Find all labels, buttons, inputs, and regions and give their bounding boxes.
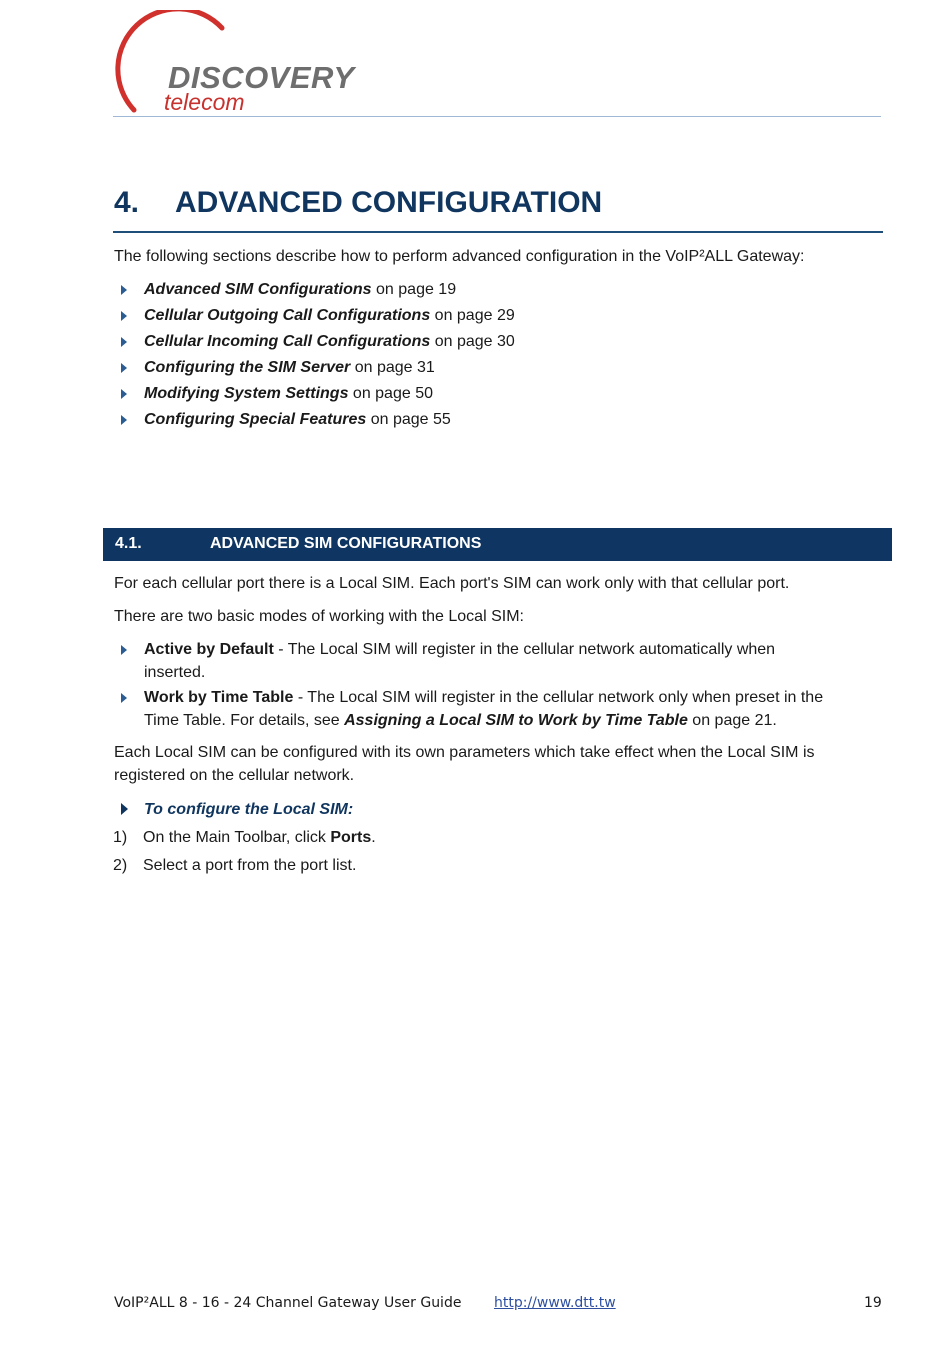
section-number: 4.1.: [115, 535, 142, 552]
cross-reference-link[interactable]: Assigning a Local SIM to Work by Time Table: [344, 712, 688, 729]
section-title: ADVANCED SIM CONFIGURATIONS: [210, 535, 482, 552]
chapter-title: ADVANCED CONFIGURATION: [175, 186, 603, 219]
paragraph: registered on the cellular network.: [114, 767, 355, 784]
toc-link[interactable]: Advanced SIM Configurations: [144, 281, 372, 298]
toc-page-ref: on page 31: [350, 359, 435, 376]
bullet-triangle-icon: [121, 285, 127, 295]
logo-subtitle: telecom: [164, 89, 245, 115]
paragraph: There are two basic modes of working with the Local SIM:: [114, 608, 524, 625]
chapter-number: 4.: [114, 186, 140, 219]
procedure-title: To configure the Local SIM:: [144, 801, 354, 818]
toc-page-ref: on page 55: [366, 411, 451, 428]
text-run: Time Table. For details, see: [144, 712, 345, 729]
toc-page-ref: on page 30: [430, 333, 515, 350]
text-run: on page 21.: [687, 712, 777, 729]
toc-link[interactable]: Cellular Outgoing Call Configurations: [144, 307, 431, 324]
toc-link[interactable]: Cellular Incoming Call Configurations: [144, 333, 431, 350]
toc-link[interactable]: Modifying System Settings: [144, 385, 349, 402]
step-text: .: [371, 829, 376, 846]
bullet-triangle-icon: [121, 693, 127, 703]
bullet-triangle-icon: [121, 389, 127, 399]
toc-page-ref: on page 19: [371, 281, 457, 298]
bullet-triangle-icon: [121, 645, 127, 655]
intro-paragraph: The following sections describe how to perform advanced configuration in the VoIP²ALL Gateway:: [114, 248, 805, 265]
footer-url-link[interactable]: http://www.dtt.tw: [494, 1295, 616, 1311]
paragraph: Each Local SIM can be configured with its own parameters which take effect when the Local SIM is: [114, 744, 815, 761]
chapter-heading: [114, 186, 602, 220]
mode-term: Work by Time Table: [144, 689, 294, 706]
bullet-triangle-icon: [121, 311, 127, 321]
procedure-step: [113, 826, 376, 849]
bullet-triangle-icon: [121, 337, 127, 347]
header-divider: [113, 116, 881, 117]
step-number: 2): [113, 857, 128, 874]
toc-link[interactable]: Configuring the SIM Server: [144, 359, 351, 376]
toc-link[interactable]: Configuring Special Features: [144, 411, 367, 428]
bullet-triangle-icon: [121, 415, 127, 425]
ui-term: Ports: [330, 829, 372, 846]
footer-page-number: 19: [864, 1295, 882, 1311]
footer-guide-title: VoIP²ALL 8 - 16 - 24 Channel Gateway User Guide: [114, 1295, 462, 1311]
toc-page-ref: on page 29: [430, 307, 515, 324]
step-text: Select a port from the port list.: [143, 857, 357, 874]
section-heading-bar: [103, 528, 892, 561]
mode-description-cont: [144, 709, 777, 732]
paragraph: For each cellular port there is a Local SIM. Each port's SIM can work only with that cellular port.: [114, 575, 790, 592]
logo-wordmark: DISCOVERY: [168, 60, 355, 95]
company-logo: [112, 10, 372, 120]
mode-description-cont: inserted.: [144, 664, 206, 681]
toc-page-ref: on page 50: [348, 385, 433, 402]
step-number: 1): [113, 829, 128, 846]
mode-description: - The Local SIM will register in the cellular network automatically when: [273, 641, 776, 658]
procedure-arrow-icon: [121, 803, 128, 815]
bullet-triangle-icon: [121, 363, 127, 373]
procedure-step: [113, 854, 356, 877]
step-text: On the Main Toolbar, click: [143, 829, 331, 846]
mode-description: - The Local SIM will register in the cellular network only when preset in the: [293, 689, 824, 706]
mode-term: Active by Default: [144, 641, 274, 658]
chapter-divider: [113, 231, 883, 233]
